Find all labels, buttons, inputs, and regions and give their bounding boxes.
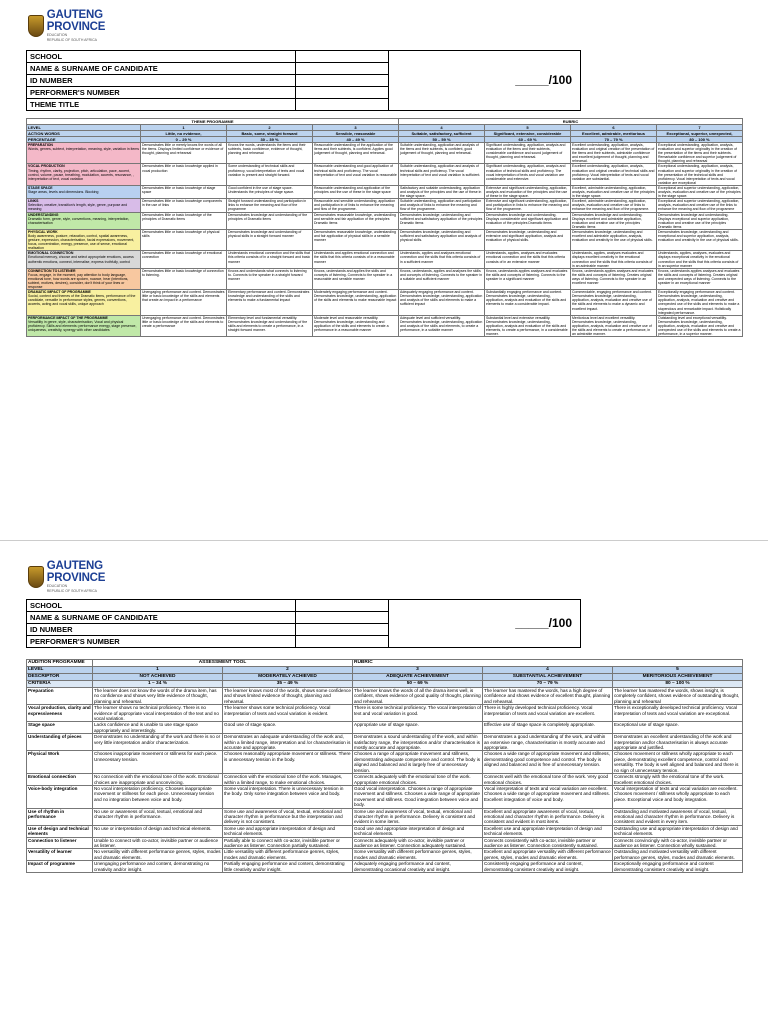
rubric-cell: Demonstrates little or basic knowledge of the principles of Dramatic items <box>141 212 227 229</box>
header-cell: 3 <box>353 667 483 674</box>
criteria-name: VOCAL PRODUCTION <box>28 164 65 169</box>
rubric-row <box>27 251 743 268</box>
rubric-cell: The learner does not know the words of the drama item, has no confidence and shows very little evidence of thought, planning and rehearsal. <box>93 688 223 705</box>
rubric-cell: Excellent understanding, application, analysis, evaluation and original creation of technical skills and proficiency. Vocal interpretation of texts and vocal variation are substantial. <box>571 164 657 185</box>
rubric-cell: Chooses inappropriate movement or stillness for each piece. Unnecessary tension. <box>93 751 223 774</box>
rubric-row <box>27 849 743 861</box>
header-cell: 70 – 79 % <box>483 681 613 688</box>
rubric-cell: Some use and appropriate interpretation of design and technical elements. <box>223 825 353 837</box>
rubric-row <box>27 825 743 837</box>
field-label: THEME TITLE <box>27 99 296 111</box>
header-cell: NOT ACHIEVED <box>93 674 223 681</box>
rubric-cell: Some understanding of technical skills and proficiency, vocal interpretation of texts and vocal variation is present and straight forward. <box>227 164 313 185</box>
header-cell: 6 <box>571 125 657 131</box>
rubric-cell: Meritorious level and excellent versatility. Demonstrates knowledge, understanding, application, analysis, evaluation and creative use of the skills and elements to create a performance, in an admirable manner. <box>571 315 657 336</box>
rubric-cell: There is exceptionally developed technical proficiency. Vocal interpretation of texts and vocal variation are exceptional. <box>613 705 743 722</box>
rubric-row <box>27 229 743 250</box>
criteria-name: LINKS <box>28 199 39 204</box>
rubric-cell: Excellent and appropriate versatility with different performance genres, styles, modes and dramatic elements. <box>484 849 611 860</box>
rubric-cell: Significant understanding, application, analysis and evaluation of the items and their subtexts, considerable confidence and sound judgement of thought, planning and rehearsal. <box>485 143 571 164</box>
rubric-cell: Exceptional understanding, application, analysis, evaluation and superior originality in the creation of the presentation of the items and their subtexts. Remarkable confidence and superior judgement of thought, planning and rehearsal <box>657 143 743 164</box>
rubric-cell: Adequately engaging performance and content, demonstrating occasional creativity and insight. <box>353 861 483 873</box>
rubric-cell: Reasonable understanding and good application of technical skills and proficiency. The vocal interpretation of text and vocal variation is reasonable <box>313 164 399 185</box>
rubric-cell: Outstanding level and exceptional versatility. Demonstrates knowledge, understanding, application, analysis, evaluation and creative and unexpected use of the skills and elements to create a performance, in a superior manner. <box>658 315 741 337</box>
field-label: ID NUMBER <box>27 75 296 87</box>
rubric-cell: Connects convincingly with co-actor, invisible partner or audience as listener. Connection wholly sustained. <box>613 837 743 849</box>
gauteng-logo-2 <box>28 560 148 593</box>
rubric-cell: Extensive and significant understanding, application, analysis and evaluation of the principles and the use of these in the stage space. <box>485 185 571 198</box>
rubric-cell: Connects strongly with the emotional tone of the work. Excellent emotional choices. <box>613 774 743 786</box>
rubric-cell: Knows, understands applies analyses and evaluates the skills and concepts of listening. Creates original and unexpected ways of listening. Connects to the speaker in an exceptional manner <box>657 268 743 289</box>
descriptor-row <box>27 674 743 681</box>
field-value[interactable] <box>296 612 389 624</box>
rubric-cell: Vocal interpretation of texts and vocal variation are excellent. Chooses movement / stillness wholly appropriate to each piece. Exceptional voice and body integration. <box>613 785 743 808</box>
criteria-name: Impact of programme <box>27 861 93 873</box>
rubric-cell: Outstanding use and appropriate interpretation of design and technical elements. <box>613 825 743 837</box>
header-cell: 5 <box>613 667 743 674</box>
rubric-cell: Understands, applies and analyses emotional connection and the skills that this criteria consists of in a sufficient manner <box>399 251 485 268</box>
criteria-name: Understanding of pieces <box>27 734 93 751</box>
field-value[interactable] <box>296 51 389 63</box>
rubric-cell: Knows the words, understands the items and their subtexts, basic confidence, evidence of thought, planning and rehearsal <box>227 143 313 164</box>
rubric-cell: Commendable, engaging performance and content. Demonstrates knowledge, understanding, application, analysis, evaluation and creative use of the skills and elements to make a dynamic and excellent impact. <box>571 290 657 316</box>
header-cell: 35 – 49 % <box>223 681 353 688</box>
rubric-cell: Knows, understands applies analyses and evaluates the skills and concepts of listening. Creates original ways of listening. Connects to the speaker in an excellent manner <box>571 268 657 289</box>
field-label: NAME & SURNAME OF CANDIDATE <box>27 612 296 624</box>
rubric-cell: Demonstrates little or merely knows the words of all the items. Displays limited confidence or evidence of thought, planning and rehearsal <box>141 143 227 164</box>
rubric-row <box>27 688 743 705</box>
level-row <box>27 667 743 674</box>
rubric-cell: Excellent, admirable understanding, application, analysis, evaluation and creative use of the principles in the stage space. <box>572 185 655 199</box>
header-cell: 2 <box>223 667 353 674</box>
rubric-cell: Good confident in the use of stage space. Understands the principles of stage space. <box>227 185 313 198</box>
rubric-cell: Suitable understanding, application and analysis of technical skills and proficiency. The vocal interpretation of text and vocal variation is sufficient. <box>399 164 485 185</box>
criteria-name: Emotional connection <box>27 774 93 786</box>
rubric-cell: The learner knows the words of all the drama items well, is confident, shows evidence of good quality of thought, planning and rehearsal. <box>354 688 481 704</box>
criteria-name: PERFORMANCE IMPACT OF THE PROGRAMME <box>28 315 108 320</box>
coat-of-arms-icon-2 <box>28 566 44 588</box>
criteria-desc: Selection, creative, transition's length, style, genre, purpose and meaning <box>28 203 128 212</box>
rubric-cell: No use or interpretation of design and technical elements. <box>93 825 223 837</box>
criteria-desc: Focus, engage, in the moment, pay attention to body language, emotional tone, how words are spoken, nuance, hear (intentions, subtext, motives, desires), consider, don't think of your lines or response <box>28 272 129 290</box>
rubric-cell: Exceptionally engaging performance and content demonstrating consistent creativity and insight. <box>613 861 743 873</box>
rubric-cell: Demonstrates little or basic knowledge of connection to listening. <box>141 268 227 289</box>
field-label: SCHOOL <box>27 600 296 612</box>
header-cell: MERITORIOUS ACHIEVEMENT <box>613 674 743 681</box>
total-score: _____/100 <box>389 600 581 648</box>
header-cell: Excellent, admirable, meritorious <box>571 131 657 137</box>
candidate-info-table-2 <box>26 599 581 648</box>
rubric-page-2 <box>0 540 768 1025</box>
rubric-cell: Connects consistently with co-actor, invisible partner or audience as listener. Connection consistently sustained. <box>483 837 613 849</box>
logo-sub1-2: EDUCATION <box>46 584 68 588</box>
rubric-cell: Demonstrates knowledge and understanding of physical skills in a straight forward manner <box>227 229 313 250</box>
programme-title: AUDITION PROGRAMME <box>27 660 93 667</box>
rubric-row <box>27 143 743 164</box>
rubric-cell: Understands emotional connection and the skills that this criteria consists of in a straight forward and basic manner <box>227 251 313 268</box>
header-cell: 2 <box>227 125 313 131</box>
logo-sub2-2: REPUBLIC OF SOUTH AFRICA <box>46 588 97 593</box>
criteria-cell <box>27 199 141 212</box>
rubric-cell: Satisfactory and suitable understanding, application and analysis of the principles and the use of these in the stage space. <box>399 185 485 198</box>
criteria-cell <box>27 251 141 268</box>
rubric-cell: Demonstrates little or basic knowledge of physical skills <box>141 229 227 250</box>
rubric-cell: No versatility with different performance genres, styles, modes and dramatic elements. <box>94 849 221 860</box>
rubric-row <box>27 212 743 229</box>
total-score: _____/100 <box>389 51 581 111</box>
rubric-cell: Elementary level and fundamental versatility. Demonstrates knowledge and understanding of the skills and elements to create a performance, in a straight forward manner. <box>227 315 313 336</box>
rubric-cell: Good use and appropriate interpretation of design and technical elements. <box>353 825 483 837</box>
criteria-name: Voice-body integration <box>27 785 93 808</box>
rubric-cell: The learner knows most of the words, shows some confidence and shows limited evidence of thought, planning and rehearsal. <box>224 688 351 704</box>
rubric-cell: Exceptional and superior understanding, application, analysis, evaluation and creative use of the principles in the stage space. <box>658 185 741 199</box>
header-cell: 4 <box>483 667 613 674</box>
audition-rubric-table <box>26 659 743 873</box>
header-cell: ADEQUATE ACHIEVEMENT <box>353 674 483 681</box>
rubric-cell: Little versatility with different performance genres, styles, modes and dramatic elements. <box>223 849 353 861</box>
field-value[interactable] <box>296 600 389 612</box>
header-label: ACTION WORDS <box>27 131 141 137</box>
rubric-row <box>27 861 743 873</box>
rubric-cell: Knows, understands applies analyses and evaluates the skills and concepts of listening. Connects to the speaker in a significant manner <box>485 268 571 289</box>
logo-sub1: EDUCATION <box>46 33 68 37</box>
rubric-cell: Demonstrates a sound understanding of the work, and within satisfactory range, the interpretation and/or characterisation is mostly accurate and appropriate. <box>353 734 483 751</box>
rubric-row <box>27 808 743 825</box>
rubric-cell: There is highly developed technical proficiency. Vocal interpretation of texts and vocal variation are excellent. <box>483 705 613 722</box>
rubric-cell: Reasonable and sensible understanding, application and participation in of links to enhance the meaning and flow of the programme. <box>313 199 399 212</box>
rubric-cell: Demonstrates knowledge and understanding. Displays considerable and significant application and evaluation of the principles Dramatic items <box>485 212 571 229</box>
rubric-cell: Effective use of stage space is completely appropriate. <box>483 722 613 734</box>
criteria-desc: Social, context and themes of the Dramatic items, performance of the candidate, versatile in performance styles, genres, conventions, accents, acting and vocal skills, unique approach <box>28 294 136 307</box>
header-cell: 80 – 100 % <box>657 137 743 143</box>
rubric-row <box>27 774 743 786</box>
rubric-cell: Demonstrates a good understanding of the work, and within an extensive range, characterisation is mostly accurate and appropriate. <box>483 734 613 751</box>
rubric-cell: There is some technical proficiency. The vocal interpretation of text and vocal variation is good. <box>353 705 483 722</box>
rubric-cell: No use or awareness of vocal, textual, emotional and character rhythm in performance. <box>93 808 223 825</box>
rubric-row <box>27 268 743 289</box>
rubric-cell: Excellent, admirable understanding, application, analysis, evaluation and creative use of links to enhance the meaning and flow of the programme. <box>571 199 657 212</box>
rubric-cell: No connection with the emotional tone of the work. Emotional choices are inappropriate and unconvincing. <box>93 774 223 786</box>
rubric-cell: Outstanding and motivated versatility with different performance genres, styles, modes and dramatic elements. <box>613 849 743 861</box>
header-cell: Little, no evidence, <box>141 131 227 137</box>
rubric-title: RUBRIC <box>353 660 743 667</box>
rubric-cell: Knows, understands and applies the skills and concepts of listening. Connects to the speaker in a reasonable and sensible manner <box>313 268 399 289</box>
rubric-cell: Reasonable understanding of the application of the items and their subtexts, is confident. Applies good judgement of thought, planning and rehearsal. <box>313 143 399 164</box>
rubric-cell: Exceptionally engaging performance and content. Demonstrates knowledge, understanding, application, analysis, evaluation and creative and unexpected use of the skills and elements to make a stupendous and remarkable impact. Holistically integrated performance. <box>657 290 743 316</box>
criteria-cell <box>27 212 141 229</box>
field-value[interactable] <box>296 63 389 75</box>
rubric-cell: No vocal interpretation proficiency. Chooses inappropriate movement or stillness for each piece. Unnecessary tension and no integration between voice and body. <box>93 785 223 808</box>
criteria-name: Use of design and technical elements <box>27 825 93 837</box>
field-label: NAME & SURNAME OF CANDIDATE <box>27 63 296 75</box>
criteria-name: Vocal production, clarity and expressiveness <box>27 705 93 722</box>
rubric-cell: The learner has mastered the words, has a high degree of confidence and shows evidence of excellent thought, planning and rehearsal. <box>483 688 613 705</box>
rubric-cell: Demonstrates knowledge, understanding and sufficient and satisfactory application and analysis of physical skills. <box>399 229 485 250</box>
field-value[interactable] <box>296 99 389 111</box>
criteria-cell <box>27 315 141 336</box>
field-value[interactable] <box>296 87 389 99</box>
rubric-title: RUBRIC <box>399 119 743 125</box>
rubric-cell: Chooses a wide range of appropriate movement and stillness, demonstrating good competence and control. The body is aligned and balanced and is free of unnecessary tension. <box>483 751 613 774</box>
rubric-cell: Knows and understands what connects to listening to. Connects to the speaker in a straight forward manner <box>227 268 313 289</box>
field-label: SCHOOL <box>27 51 296 63</box>
rubric-cell: Substantial level and extensive versatility. Demonstrates knowledge, understanding, application, analysis and evaluation of the skills and elements, to create a performance, in a considerable manner. <box>485 315 571 336</box>
header-label: CRITERIA <box>27 681 93 688</box>
rubric-row <box>27 199 743 212</box>
criteria-cell <box>27 164 141 185</box>
rubric-cell: Demonstrates knowledge, understanding and exceptional and superior application, analysis, evaluation and creativity in the use of physical skills. <box>657 229 743 250</box>
rubric-page-1 <box>0 0 768 505</box>
rubric-cell: Unable to connect with co-actor, invisible partner or audience as listener. <box>93 837 223 849</box>
criteria-desc: Emotional memory, choose and select appropriate emotions, access authentic emotions, connect, internalise, express truthfully, control <box>28 255 134 264</box>
rubric-row <box>27 837 743 849</box>
rubric-cell: Significant understanding, application, analysis and evaluation of technical skills and proficiency. The vocal interpretation of texts and vocal variation are considerable and extensive. <box>485 164 571 185</box>
rubric-cell: Partially engaging performance and content, demonstrating little creativity and/or insight. <box>223 861 353 873</box>
rubric-cell: Straight forward understanding and participation in links to enhance the meaning and flow of the programme <box>227 199 313 212</box>
rubric-cell: Demonstrates reasonable knowledge, understanding and fair application of physical skills in a sensible manner <box>313 229 399 250</box>
rubric-cell: Demonstrates an adequate understanding of the work and, within a limited range, interpretation and /or characterisation is accurate and appropriate. <box>223 734 353 751</box>
header-cell: 70 – 79 % <box>571 137 657 143</box>
logo-province: GAUTENG PROVINCE <box>46 9 106 33</box>
assessment-title: ASSESSMENT TOOL <box>93 660 353 667</box>
header-cell: 80 – 100 % <box>613 681 743 688</box>
rubric-row <box>27 164 743 185</box>
rubric-cell: Demonstrates knowledge and understanding. Displays excellent and admirable application, evaluation and creative use of the principles Dramatic items <box>571 212 657 229</box>
criteria-name: Stage space <box>27 722 93 734</box>
header-cell: SUBSTANTIAL ACHIEVEMENT <box>483 674 613 681</box>
header-label: LEVEL <box>27 667 93 674</box>
rubric-cell: Some versatility with different performance genres, styles, modes and dramatic elements. <box>353 849 483 861</box>
rubric-cell: Demonstrates knowledge and understanding. Displays exceptional and superior application, evaluation and creative use of the principles Dramatic items <box>657 212 743 229</box>
header-cell: Exceptional, superior, unexpected, <box>657 131 743 137</box>
header-cell: 1 – 34 % <box>93 681 223 688</box>
rubric-cell: The learner shows some technical proficiency. Vocal interpretation of texts and vocal variation is evident. <box>223 705 353 722</box>
rubric-cell: Some use and awareness of vocal, textual, emotional and character rhythm in performance but the interpretation and delivery is not consistent. <box>223 808 353 825</box>
rubric-cell: Understands, applies, analyses, evaluates and displays exceptional creativity in the emotional connection and the skills that this criteria consists of in an superior manner <box>657 251 743 268</box>
rubric-cell: Demonstrates knowledge, understanding and excellent and admirable application, analysis, evaluation and creativity in the use of physical skills. <box>571 229 657 250</box>
field-value[interactable] <box>296 636 389 648</box>
header-cell: 1 <box>93 667 223 674</box>
rubric-row <box>27 751 743 774</box>
rubric-cell: The learner has mastered the words, shows insight, is completely confident, shows evidence of outstanding thought, planning and rehearsal <box>613 688 743 705</box>
header-cell: 50 – 59 % <box>399 137 485 143</box>
header-cell: Suitable, satisfactory, sufficient <box>399 131 485 137</box>
criteria-cell <box>27 143 141 164</box>
header-cell: 50 – 69 % <box>353 681 483 688</box>
header-cell: 5 <box>485 125 571 131</box>
logo-sub2: REPUBLIC OF SOUTH AFRICA <box>46 37 97 42</box>
rubric-cell: Knows, understands, applies and analyses the skills and concepts of listening. Connects to the speaker in a suitable and sufficient manner <box>399 268 485 289</box>
header-cell: 30 – 39 % <box>227 137 313 143</box>
rubric-cell: Connects well with the emotional tone of the work. Very good emotional choices. <box>483 774 613 786</box>
header-cell: MODERATELY ACHIEVED <box>223 674 353 681</box>
rubric-row <box>27 315 743 336</box>
rubric-cell: Consistently engaging performance and content, demonstrating consistent creativity and insight. <box>483 861 613 873</box>
rubric-cell: Excellent and appropriate awareness of vocal, textual, emotional and character rhythm in performance. Delivery is consistent and evident in most items. <box>483 808 613 825</box>
header-cell: 4 <box>399 125 485 131</box>
criteria-name: Connection to listener <box>27 837 93 849</box>
rubric-row <box>27 185 743 198</box>
criteria-name: CONNECTION TO LISTENER <box>28 268 76 273</box>
info-row <box>27 600 581 612</box>
rubric-cell: Unengaging performance and content. Demonstrates little or basic knowledge of the skills and elements to create a performance <box>141 315 227 336</box>
criteria-cell <box>27 268 141 289</box>
logo-province-2: GAUTENG PROVINCE <box>46 560 106 584</box>
criteria-name: UNDERSTANDING <box>28 212 59 217</box>
rubric-cell: Demonstrates knowledge, understanding and extensive and significant application, analysis and evaluation of physical skills. <box>485 229 571 250</box>
rubric-cell: Connects adequately with the emotional tone of the work. Appropriate emotional choices. <box>353 774 483 786</box>
rubric-cell: Partially able to connect with co-actor, invisible partner or audience as listener. Connection partially sustained. <box>223 837 353 849</box>
rubric-cell: Some use and awareness of vocal, textual, emotional and character rhythm in performance. Delivery is consistent and evident in some items. <box>353 808 483 825</box>
rubric-cell: Demonstrates little or basic knowledge components in the use of links <box>141 199 227 212</box>
rubric-cell: Demonstrates reasonable knowledge, understanding and sensible and fair application of the principles Dramatic items <box>313 212 399 229</box>
theme-rubric-table <box>26 118 743 337</box>
criteria-desc: Dramatic form, genre, style, conventions, meaning, interpretation, characterisation <box>28 216 130 225</box>
rubric-cell: Appropriate use of stage space. <box>353 722 483 734</box>
rubric-cell: Exceptional use of stage space. <box>613 722 743 734</box>
rubric-cell: Exceptional and superior understanding, application, analysis, evaluation and creative use of the links to enhance the meaning and flow of the programme <box>657 199 743 212</box>
header-label: PERCENTAGE <box>27 137 141 143</box>
rubric-cell: Connects adequately with co-actor, invisible partner or audience as listener. Connection adequately sustained. <box>353 837 483 849</box>
rubric-cell: Unengaging performance and content, demonstrating no creativity and/or insight. <box>93 861 223 873</box>
rubric-cell: Exceptional understanding, application, analysis, evaluation and superior originality in the creation of the presentation of the technical skills and proficiency. Vocal interpretation of texts and vocal variation are exceptional <box>657 164 743 185</box>
coat-of-arms-icon <box>28 15 44 37</box>
header-cell: Significant, extensive, considerable <box>485 131 571 137</box>
rubric-cell: Good vocal interpretation. Chooses a range of appropriate movement and stillness. Chooses a wide range of appropriate movement and stillness. Good integration between voice and body. <box>353 785 483 808</box>
header-cell: 60 – 69 % <box>485 137 571 143</box>
rubric-cell: Chooses a range of appropriate movement and stillness, demonstrating adequate competence and control. The body is aligned and balanced and is largely free of unnecessary tension. <box>353 751 483 774</box>
rubric-cell: Elementary performance and content. Demonstrates knowledge and understanding of the skills and elements to make a fundamental impact <box>227 290 313 316</box>
criteria-name: EMOTIONAL CONNECTION <box>28 251 74 256</box>
criteria-desc: Stage areas, levels and dimensions. Blocking <box>28 190 99 195</box>
criteria-name: PHYSICAL WORK <box>28 229 58 234</box>
rubric-cell: Demonstrates little or basic knowledge applied in vocal production <box>141 164 227 185</box>
rubric-row <box>27 722 743 734</box>
rubric-cell: Demonstrates knowledge, understanding and sufficient and satisfactory application of the principles Dramatic items <box>399 212 485 229</box>
criteria-name: Use of rhythm in performance <box>27 808 93 825</box>
header-cell: 3 <box>313 125 399 131</box>
criteria-desc: Body awareness, posture, relaxation, control, spatial awareness, gesture, expression, characterisation, facial expressions, movement, focus, concentration, energy, presence, use of sense, emotional realisation <box>28 233 135 251</box>
field-label: PERFORMER'S NUMBER <box>27 636 296 648</box>
rubric-row <box>27 705 743 722</box>
rubric-cell: Good use of stage space. <box>223 722 353 734</box>
criteria-cell <box>27 229 141 250</box>
criteria-desc: Versatility in genre, style, characterisation, Vocal and physical proficiency. Skills and elements: performance energy, stage presence, uniqueness, creativity, synergy with other candidates <box>28 319 137 333</box>
rubric-cell: Lacks confidence and is unable to use stage space appropriately and interestingly. <box>93 722 223 734</box>
candidate-info-table <box>26 50 581 111</box>
criteria-cell <box>27 185 141 198</box>
criteria-desc: Words, genres, subtext, interpretation, meaning, style, variation in items <box>28 147 140 152</box>
rubric-cell: Adequate level and sufficient versatility. Demonstrates knowledge, understanding, application and analysis of the skills and elements, to create a performance, in a suitable manner <box>399 315 485 336</box>
rubric-cell: Excellent use and appropriate interpretation of design and technical elements. <box>483 825 613 837</box>
rubric-cell: Adequately engaging performance and content. Demonstrates knowledge, understanding, application and analysis of the skills and elements to make a sufficient impact <box>399 290 485 316</box>
field-label: PERFORMER'S NUMBER <box>27 87 296 99</box>
rubric-cell: Suitable understanding, application and participation and analysis of links to enhance the meaning and flow of the programme. <box>399 199 485 212</box>
rubric-cell: Vocal interpretation of texts and vocal variation are excellent. Chooses a wide range of appropriate movement and stillness. Excellent integration of voice and body. <box>483 785 613 808</box>
field-label: ID NUMBER <box>27 624 296 636</box>
criteria-desc: Timing, rhythm, clarity, projection, pitch, articulation, pace, accent, control, volume, pause, breathing, modulation, accents, resonance, , interpretation of text, vocal variation <box>28 168 135 181</box>
rubric-cell: Moderate level and reasonable versatility. Demonstrates knowledge, understanding and application of the skills and elements to create a performance in a reasonable manner <box>313 315 399 336</box>
rubric-row <box>27 785 743 808</box>
header-cell: 1 <box>141 125 227 131</box>
rubric-cell: Demonstrates no understanding of the work and there is no or very little interpretation and/or characterization. <box>93 734 223 751</box>
rubric-cell: Chooses reasonably appropriate movement or stillness. There is unnecessary tension in the body. <box>223 751 353 774</box>
rubric-cell: Suitable understanding, application and analysis of the items and their subtexts, is confident, good judgement of thought, planning and rehearsal. <box>399 143 485 164</box>
rubric-cell: Extensive and significant understanding, application, and participation in links to enhance the meaning and flow of the programme. <box>486 199 569 212</box>
rubric-cell: Demonstrates knowledge and understanding of the principles of Dramatic items <box>227 212 313 229</box>
criteria-name: DRAMATIC IMPACT OF PROGRAMME <box>28 290 91 295</box>
rubric-cell: Demonstrates an excellent understanding of the work and interpretation and/or characterisation is always accurate appropriate and justified. <box>613 734 743 751</box>
rubric-cell: Demonstrates little or basic knowledge of stage space <box>141 185 227 198</box>
rubric-cell: Demonstrates little or basic knowledge of emotional connection <box>141 251 227 268</box>
header-cell: 7 <box>657 125 743 131</box>
criteria-name: PREPARATION <box>28 143 53 147</box>
header-cell: 40 – 49 % <box>313 137 399 143</box>
rubric-cell: Understands and applies emotional connection and the skills that this criteria consists of in a reasonable manner <box>313 251 399 268</box>
rubric-cell: Reasonable understanding and application of the principles and the use of these in the stage space <box>313 185 399 198</box>
rubric-row <box>27 290 743 316</box>
rubric-cell: Connection with the emotional tone of the work. Manages, within a limited range, to make emotional choices. <box>223 774 353 786</box>
info-row <box>27 51 581 63</box>
header-cell: Sensible, reasonable <box>313 131 399 137</box>
rubric-cell: Moderately engaging performance and content. Demonstrates knowledge, understanding, application of the skills and elements to make reasonable impact <box>313 290 399 316</box>
rubric-cell: Understands, applies, analyses and evaluates emotional connection and the skills that this criteria consists of in an extensive manner <box>485 251 571 268</box>
field-value[interactable] <box>296 75 389 87</box>
criteria-cell <box>27 290 141 316</box>
rubric-cell: Unengaging performance and content. Demonstrates little or basic knowledge of the skills and elements that create an impact in a performance <box>141 290 227 316</box>
gauteng-logo <box>28 9 148 42</box>
rubric-cell: Understands, applies, analyses evaluates and displays excellent creativity in the emotional connection and the skills that this criteria consists of in an admirable manner <box>571 251 657 268</box>
rubric-cell: Substantially engaging performance and content. Demonstrates knowledge, understanding, application, analysis and evaluation of the skills and elements to make a considerable impact. <box>485 290 571 316</box>
field-value[interactable] <box>296 624 389 636</box>
header-label: LEVEL <box>27 125 141 131</box>
header-cell: 0 – 29 % <box>141 137 227 143</box>
rubric-cell: Chooses movement or stillness wholly appropriate to each piece, demonstrating excellent competence, control and versatility. The body is well aligned and balanced and there is no sign of unnecessary tension. <box>613 751 743 774</box>
programme-title: THEME PROGRAMME <box>27 119 399 125</box>
rubric-title-row <box>27 660 743 667</box>
header-label: DESCRIPTOR <box>27 674 93 681</box>
rubric-cell: The learner shows no technical proficiency. There is no evidence of appropriate vocal interpretation of the text and no vocal variation. <box>93 705 223 722</box>
rubric-row <box>27 734 743 751</box>
criteria-name: STAGE SPACE <box>28 185 53 190</box>
rubric-cell: Outstanding and motivated awareness of vocal, textual, emotional and character rhythm in performance. Delivery is consistent and evident in every item. <box>613 808 743 825</box>
rubric-cell: Some vocal interpretation. There is unnecessary tension in the body. Only some integration between voice and body. <box>223 785 353 808</box>
criteria-row <box>27 681 743 688</box>
rubric-cell: Excellent understanding, application, analysis, evaluation and original creation of the presentation of the items and their subtexts, admirable confidence and excellent judgement of thought, planning and rehearsal. <box>571 143 657 164</box>
criteria-name: Physical Work <box>27 751 93 774</box>
header-cell: Basic, some, straight forward <box>227 131 313 137</box>
criteria-name: Versatility of learner <box>27 849 93 861</box>
criteria-name: Preparation <box>27 688 93 705</box>
